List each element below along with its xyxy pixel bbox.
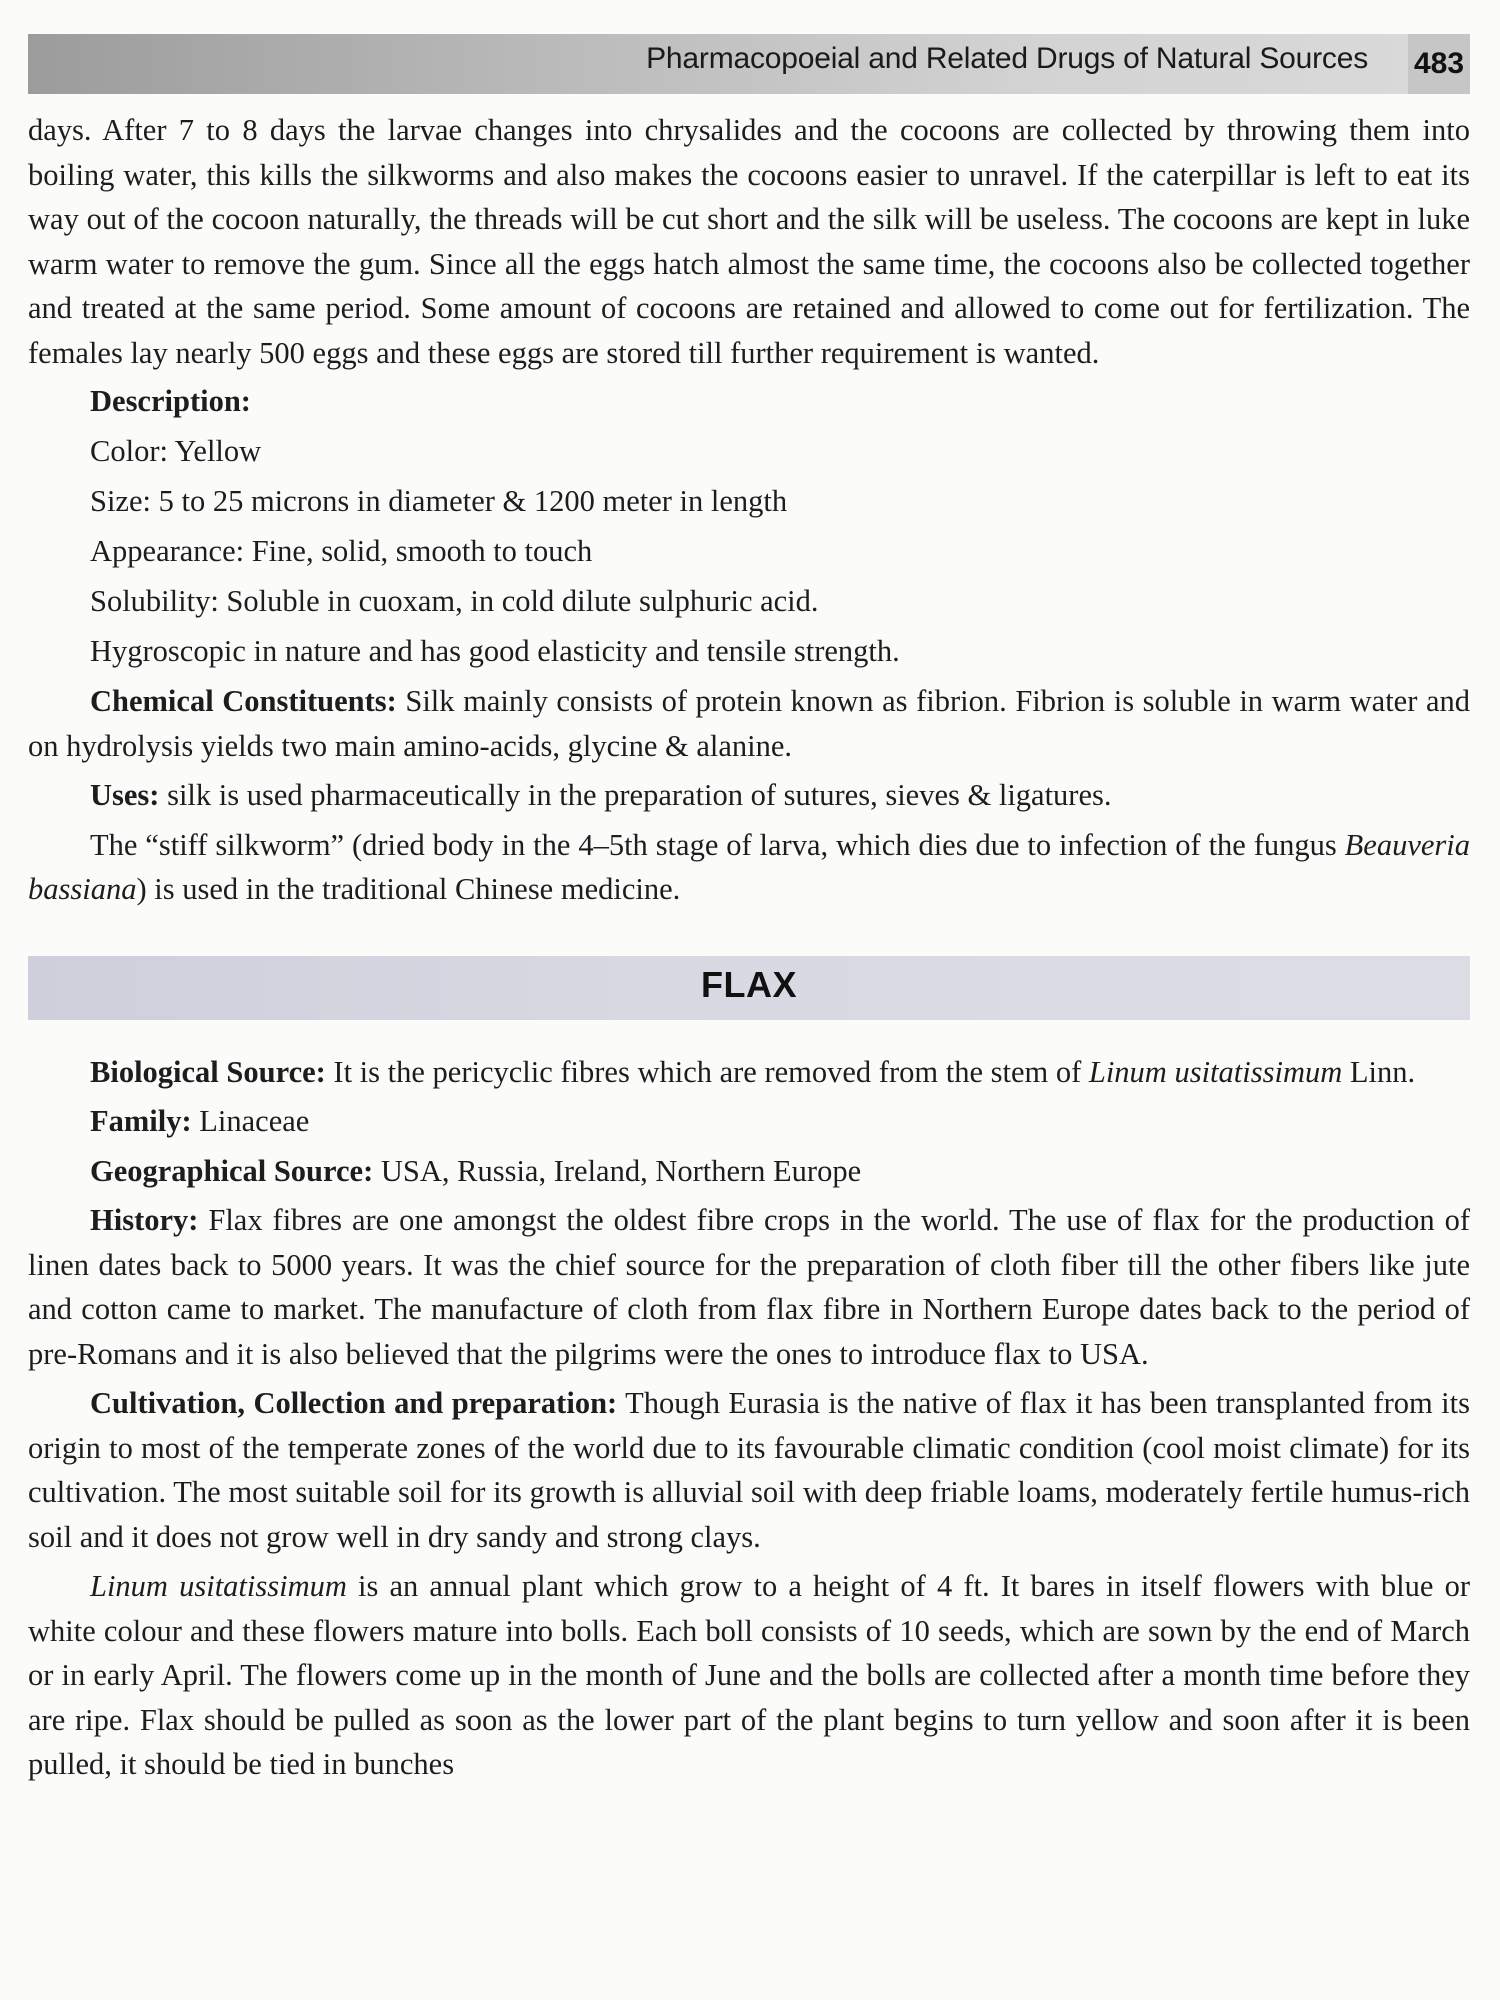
cultivation-label: Cultivation, Collection and preparation: bbox=[90, 1386, 618, 1420]
uses-paragraph: Uses: silk is used pharmaceutically in the preparation of sutures, sieves & ligatures. bbox=[90, 778, 1112, 812]
description-size: Size: 5 to 25 microns in diameter & 1200 meter in length bbox=[90, 484, 788, 518]
family-label: Family: bbox=[90, 1104, 192, 1138]
flax-heading: FLAX bbox=[701, 963, 797, 1005]
history-label: History: bbox=[90, 1203, 199, 1237]
uses-label: Uses: bbox=[90, 778, 160, 812]
description-hygroscopic: Hygroscopic in nature and has good elasticity and tensile strength. bbox=[90, 634, 900, 668]
chemical-constituents-paragraph: Chemical Constituents: Silk mainly consists of protein known as fibrion. Fibrion is soluble in warm water and on hydrolysis yields two main amino-acids, glycine & alanine. bbox=[28, 684, 1470, 763]
biological-source-paragraph: Biological Source: It is the pericyclic fibres which are removed from the stem of Linum usitatissimum Linn. bbox=[90, 1054, 1416, 1089]
silk-intro-paragraph: days. After 7 to 8 days the larvae changes into chrysalides and the cocoons are collected by throwing them into boiling water, this kills the silkworms and also makes the cocoons easier to unravel. If the caterpillar is left to eat its way out of the cocoon naturally, the threads will be cut short and the silk will be useless. The cocoons are kept in luke warm water to remove the gum. Since all the eggs hatch almost the same time, the cocoons also be collected together and treated at the same period. Some amount of cocoons are retained and allowed to come out for fertilization. The females lay nearly 500 eggs and these eggs are stored till further requirement is wanted. bbox=[28, 113, 1470, 370]
description-color: Color: Yellow bbox=[90, 434, 262, 468]
page-number: 483 bbox=[1408, 34, 1470, 94]
description-appearance: Appearance: Fine, solid, smooth to touch bbox=[90, 534, 593, 568]
family-paragraph: Family: Linaceae bbox=[90, 1104, 310, 1138]
geographical-source-label: Geographical Source: bbox=[90, 1153, 374, 1188]
history-paragraph: History: Flax fibres are one amongst the oldest fibre crops in the world. The use of flax for the production of linen dates back to 5000 years. It was the chief source for the preparation of cloth fiber till the other fibers like jute and cotton came to market. The manufacture of cloth from flax fibre in Northern Europe dates back to the period of pre-Romans and it is also believed that the pilgrims were the ones to introduce flax to USA. bbox=[28, 1203, 1470, 1371]
geographical-source-paragraph: Geographical Source: USA, Russia, Ireland, Northern Europe bbox=[90, 1153, 862, 1188]
description-heading: Description: bbox=[90, 384, 251, 418]
flax-section-band bbox=[28, 956, 1470, 1020]
cultivation-paragraph: Cultivation, Collection and preparation: Though Eurasia is the native of flax it has been transplanted from its origin to most of the temperate zones of the world due to its favourable climatic condition (cool moist climate) for its cultivation. The most suitable soil for its growth is alluvial soil with deep friable loams, moderately fertile humus-rich soil and it does not grow well in dry sandy and strong clays. bbox=[28, 1386, 1470, 1554]
description-solubility: Solubility: Soluble in cuoxam, in cold dilute sulphuric acid. bbox=[90, 584, 819, 618]
running-header bbox=[28, 34, 1470, 94]
chemical-constituents-label: Chemical Constituents: bbox=[90, 684, 397, 718]
plant-description-paragraph: Linum usitatissimum is an annual plant which grow to a height of 4 ft. It bares in itself flowers with blue or white colour and these flowers mature into bolls. Each boll consists of 10 seeds, which are sown by the end of March or in early April. The flowers come up in the month of June and the bolls are collected after a month time before they are ripe. Flax should be pulled as soon as the lower part of the plant begins to turn yellow and soon after it is been pulled, it should be tied in bunches bbox=[28, 1569, 1470, 1781]
running-header-title: Pharmacopoeial and Related Drugs of Natural Sources bbox=[646, 42, 1368, 75]
page-body bbox=[28, 108, 1470, 1787]
biological-source-label: Biological Source: bbox=[90, 1054, 326, 1089]
stiff-silkworm-paragraph: The “stiff silkworm” (dried body in the 4–5th stage of larva, which dies due to infection of the fungus Beauveria bassiana) is used in the traditional Chinese medicine. bbox=[28, 827, 1470, 906]
